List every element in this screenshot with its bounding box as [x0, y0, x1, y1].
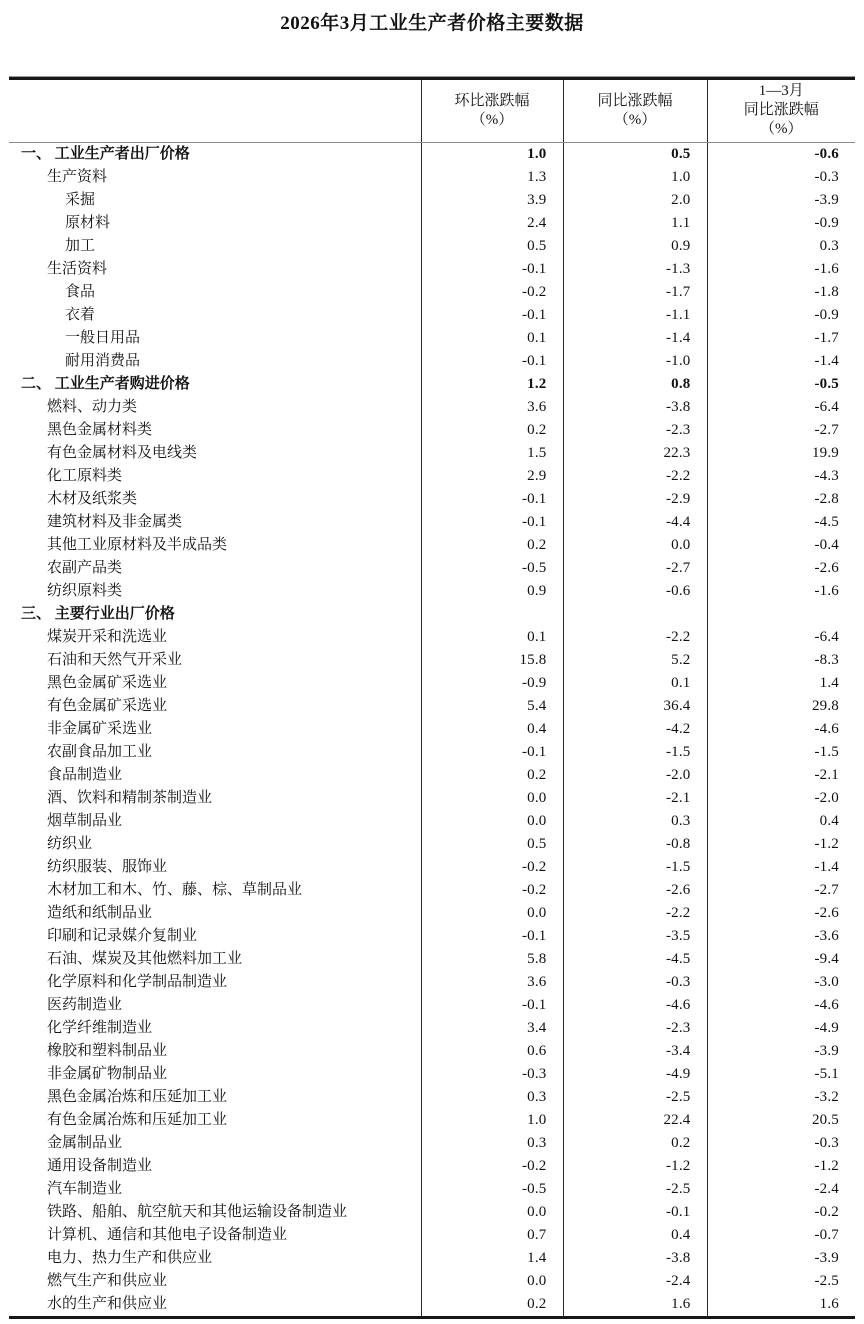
ytd-yoy-value: -2.5 — [707, 1270, 855, 1293]
table-row — [9, 511, 855, 534]
row-label: 黑色金属冶炼和压延加工业 — [47, 1088, 228, 1105]
yoy-value: -1.1 — [563, 304, 707, 327]
mom-value — [421, 603, 563, 626]
row-label: 纺织业 — [47, 835, 93, 852]
row-label: 金属制品业 — [47, 1134, 123, 1151]
row-label: 耐用消费品 — [65, 352, 141, 369]
table-row — [9, 396, 855, 419]
ytd-yoy-value: -3.6 — [707, 925, 855, 948]
ytd-yoy-value: -0.4 — [707, 534, 855, 557]
mom-value: 2.9 — [421, 465, 563, 488]
yoy-value: -0.8 — [563, 833, 707, 856]
ytd-yoy-value: -2.6 — [707, 557, 855, 580]
yoy-value: -1.2 — [563, 1155, 707, 1178]
mom-value: -0.2 — [421, 856, 563, 879]
mom-value: 0.2 — [421, 419, 563, 442]
ytd-yoy-value: 1.6 — [707, 1293, 855, 1318]
ytd-yoy-value: -3.2 — [707, 1086, 855, 1109]
row-label: 木材加工和木、竹、藤、棕、草制品业 — [47, 881, 303, 898]
table-row — [9, 718, 855, 741]
ytd-yoy-value: -3.9 — [707, 1040, 855, 1063]
mom-value: -0.3 — [421, 1063, 563, 1086]
col-header-yoy-line2: （%） — [613, 111, 657, 128]
price-table — [9, 80, 855, 1319]
yoy-value: -2.6 — [563, 879, 707, 902]
row-label: 一、 工业生产者出厂价格 — [21, 145, 190, 162]
yoy-value: 0.9 — [563, 235, 707, 258]
table-row — [9, 235, 855, 258]
table-row — [9, 1178, 855, 1201]
yoy-value: -1.0 — [563, 350, 707, 373]
col-header-mom — [421, 80, 563, 142]
row-label: 其他工业原材料及半成品类 — [47, 536, 228, 553]
yoy-value: 2.0 — [563, 189, 707, 212]
yoy-value — [563, 603, 707, 626]
mom-value: -0.1 — [421, 258, 563, 281]
table-row — [9, 856, 855, 879]
ytd-yoy-value: -2.1 — [707, 764, 855, 787]
yoy-value: -3.8 — [563, 1247, 707, 1270]
ytd-yoy-value: -0.9 — [707, 212, 855, 235]
ytd-yoy-value: 0.4 — [707, 810, 855, 833]
yoy-value: -2.2 — [563, 626, 707, 649]
mom-value: 0.0 — [421, 810, 563, 833]
ytd-yoy-value: -3.0 — [707, 971, 855, 994]
row-label: 化工原料类 — [47, 467, 123, 484]
table-row — [9, 1086, 855, 1109]
ytd-yoy-value — [707, 603, 855, 626]
yoy-value: 0.0 — [563, 534, 707, 557]
row-label: 纺织服装、服饰业 — [47, 858, 168, 875]
table-row — [9, 1270, 855, 1293]
table-row — [9, 1155, 855, 1178]
ytd-yoy-value: -1.6 — [707, 258, 855, 281]
row-label: 汽车制造业 — [47, 1180, 123, 1197]
price-table-container — [9, 76, 855, 1319]
mom-value: 0.6 — [421, 1040, 563, 1063]
row-label: 非金属矿采选业 — [47, 720, 153, 737]
mom-value: 3.6 — [421, 396, 563, 419]
yoy-value: 22.3 — [563, 442, 707, 465]
ytd-yoy-value: -2.0 — [707, 787, 855, 810]
row-label: 有色金属材料及电线类 — [47, 444, 198, 461]
ytd-yoy-value: 20.5 — [707, 1109, 855, 1132]
ytd-yoy-value: -1.8 — [707, 281, 855, 304]
row-label: 非金属矿物制品业 — [47, 1065, 168, 1082]
mom-value: 0.3 — [421, 1086, 563, 1109]
mom-value: -0.9 — [421, 672, 563, 695]
col-header-yoy — [563, 80, 707, 142]
yoy-value: -4.4 — [563, 511, 707, 534]
table-row — [9, 189, 855, 212]
table-row — [9, 304, 855, 327]
ytd-yoy-value: -0.7 — [707, 1224, 855, 1247]
row-label: 有色金属冶炼和压延加工业 — [47, 1111, 228, 1128]
yoy-value: -1.7 — [563, 281, 707, 304]
mom-value: -0.1 — [421, 304, 563, 327]
ytd-yoy-value: -0.2 — [707, 1201, 855, 1224]
yoy-value: 1.6 — [563, 1293, 707, 1318]
mom-value: -0.2 — [421, 879, 563, 902]
mom-value: 0.0 — [421, 1270, 563, 1293]
mom-value: 0.4 — [421, 718, 563, 741]
col-header-yoy-line1: 同比涨跌幅 — [597, 92, 673, 109]
page-title: 2026年3月工业生产者价格主要数据 — [280, 13, 584, 34]
table-row — [9, 925, 855, 948]
table-row — [9, 1017, 855, 1040]
yoy-value: 0.4 — [563, 1224, 707, 1247]
mom-value: -0.5 — [421, 1178, 563, 1201]
ytd-yoy-value: -2.7 — [707, 419, 855, 442]
table-row — [9, 281, 855, 304]
ytd-yoy-value: -0.9 — [707, 304, 855, 327]
col-header-ytd-yoy-line1: 1—3月 — [758, 83, 804, 100]
yoy-value: 0.8 — [563, 373, 707, 396]
mom-value: -0.1 — [421, 488, 563, 511]
yoy-value: -1.5 — [563, 741, 707, 764]
ytd-yoy-value: -3.9 — [707, 189, 855, 212]
ytd-yoy-value: -6.4 — [707, 396, 855, 419]
yoy-value: 5.2 — [563, 649, 707, 672]
mom-value: 0.2 — [421, 1293, 563, 1318]
ytd-yoy-value: -8.3 — [707, 649, 855, 672]
table-row — [9, 1224, 855, 1247]
table-row — [9, 649, 855, 672]
ytd-yoy-value: 29.8 — [707, 695, 855, 718]
mom-value: -0.1 — [421, 741, 563, 764]
ytd-yoy-value: -4.9 — [707, 1017, 855, 1040]
yoy-value: -2.5 — [563, 1086, 707, 1109]
row-label: 石油、煤炭及其他燃料加工业 — [47, 950, 243, 967]
row-label: 电力、热力生产和供应业 — [47, 1249, 213, 1266]
table-row — [9, 971, 855, 994]
yoy-value: 22.4 — [563, 1109, 707, 1132]
row-label: 烟草制品业 — [47, 812, 123, 829]
mom-value: 0.0 — [421, 1201, 563, 1224]
yoy-value: -3.4 — [563, 1040, 707, 1063]
mom-value: 1.2 — [421, 373, 563, 396]
label-column-header — [9, 80, 421, 142]
row-label: 二、 工业生产者购进价格 — [21, 375, 190, 392]
table-body — [9, 142, 855, 1317]
row-label: 煤炭开采和洗选业 — [47, 628, 168, 645]
table-row — [9, 764, 855, 787]
row-label: 黑色金属矿采选业 — [47, 674, 168, 691]
yoy-value: -4.9 — [563, 1063, 707, 1086]
header-row — [9, 80, 855, 142]
ytd-yoy-value: 19.9 — [707, 442, 855, 465]
row-label: 通用设备制造业 — [47, 1157, 153, 1174]
mom-value: -0.1 — [421, 925, 563, 948]
table-row — [9, 212, 855, 235]
yoy-value: -2.1 — [563, 787, 707, 810]
mom-value: 0.2 — [421, 534, 563, 557]
ytd-yoy-value: 1.4 — [707, 672, 855, 695]
yoy-value: -4.6 — [563, 994, 707, 1017]
ytd-yoy-value: -2.4 — [707, 1178, 855, 1201]
table-row — [9, 833, 855, 856]
yoy-value: 0.5 — [563, 142, 707, 166]
table-row — [9, 1293, 855, 1318]
table-row — [9, 810, 855, 833]
row-label: 木材及纸浆类 — [47, 490, 138, 507]
row-label: 化学原料和化学制品制造业 — [47, 973, 228, 990]
table-header — [9, 80, 855, 142]
mom-value: 2.4 — [421, 212, 563, 235]
table-row — [9, 442, 855, 465]
row-label: 纺织原料类 — [47, 582, 123, 599]
ytd-yoy-value: 0.3 — [707, 235, 855, 258]
ytd-yoy-value: -0.3 — [707, 1132, 855, 1155]
ytd-yoy-value: -4.5 — [707, 511, 855, 534]
ytd-yoy-value: -1.6 — [707, 580, 855, 603]
table-row — [9, 603, 855, 626]
table-row — [9, 948, 855, 971]
row-label: 燃料、动力类 — [47, 398, 138, 415]
mom-value: -0.1 — [421, 994, 563, 1017]
row-label: 水的生产和供应业 — [47, 1295, 168, 1312]
row-label: 化学纤维制造业 — [47, 1019, 153, 1036]
ytd-yoy-value: -4.6 — [707, 994, 855, 1017]
ytd-yoy-value: -3.9 — [707, 1247, 855, 1270]
mom-value: 1.4 — [421, 1247, 563, 1270]
ytd-yoy-value: -1.5 — [707, 741, 855, 764]
ytd-yoy-value: -6.4 — [707, 626, 855, 649]
mom-value: 0.5 — [421, 235, 563, 258]
yoy-value: -4.2 — [563, 718, 707, 741]
ytd-yoy-value: -2.6 — [707, 902, 855, 925]
ytd-yoy-value: -0.5 — [707, 373, 855, 396]
ytd-yoy-value: -1.4 — [707, 856, 855, 879]
mom-value: 0.1 — [421, 327, 563, 350]
row-label: 农副产品类 — [47, 559, 123, 576]
table-row — [9, 879, 855, 902]
yoy-value: -2.7 — [563, 557, 707, 580]
col-header-ytd-yoy-line3: （%） — [760, 121, 803, 138]
yoy-value: 0.2 — [563, 1132, 707, 1155]
row-label: 印刷和记录媒介复制业 — [47, 927, 198, 944]
col-header-ytd-yoy-line2: 同比涨跌幅 — [743, 102, 819, 119]
table-row — [9, 142, 855, 166]
mom-value: -0.2 — [421, 281, 563, 304]
yoy-value: -2.3 — [563, 1017, 707, 1040]
col-header-ytd-yoy — [707, 80, 855, 142]
yoy-value: -2.9 — [563, 488, 707, 511]
table-row — [9, 1201, 855, 1224]
mom-value: 0.0 — [421, 902, 563, 925]
ytd-yoy-value: -9.4 — [707, 948, 855, 971]
yoy-value: 0.3 — [563, 810, 707, 833]
col-header-mom-line1: 环比涨跌幅 — [454, 92, 530, 109]
mom-value: 1.5 — [421, 442, 563, 465]
yoy-value: 1.1 — [563, 212, 707, 235]
table-row — [9, 1063, 855, 1086]
mom-value: -0.1 — [421, 511, 563, 534]
table-row — [9, 534, 855, 557]
table-row — [9, 902, 855, 925]
row-label: 食品制造业 — [47, 766, 123, 783]
yoy-value: -1.3 — [563, 258, 707, 281]
table-row — [9, 695, 855, 718]
yoy-value: 1.0 — [563, 166, 707, 189]
table-row — [9, 1247, 855, 1270]
table-row — [9, 373, 855, 396]
yoy-value: -2.5 — [563, 1178, 707, 1201]
mom-value: 3.4 — [421, 1017, 563, 1040]
yoy-value: -2.4 — [563, 1270, 707, 1293]
mom-value: 0.5 — [421, 833, 563, 856]
mom-value: 0.0 — [421, 787, 563, 810]
table-row — [9, 1132, 855, 1155]
yoy-value: -4.5 — [563, 948, 707, 971]
yoy-value: -2.0 — [563, 764, 707, 787]
table-row — [9, 557, 855, 580]
ytd-yoy-value: -2.7 — [707, 879, 855, 902]
table-row — [9, 488, 855, 511]
yoy-value: -0.1 — [563, 1201, 707, 1224]
mom-value: 0.3 — [421, 1132, 563, 1155]
row-label: 燃气生产和供应业 — [47, 1272, 168, 1289]
yoy-value: -2.2 — [563, 902, 707, 925]
mom-value: 0.2 — [421, 764, 563, 787]
row-label: 计算机、通信和其他电子设备制造业 — [47, 1226, 288, 1243]
yoy-value: -3.5 — [563, 925, 707, 948]
row-label: 生活资料 — [47, 260, 108, 277]
row-label: 有色金属矿采选业 — [47, 697, 168, 714]
row-label: 铁路、船舶、航空航天和其他运输设备制造业 — [47, 1203, 348, 1220]
row-label: 橡胶和塑料制品业 — [47, 1042, 168, 1059]
row-label: 衣着 — [65, 306, 96, 323]
row-label: 建筑材料及非金属类 — [47, 513, 183, 530]
yoy-value: 36.4 — [563, 695, 707, 718]
mom-value: 0.7 — [421, 1224, 563, 1247]
row-label: 造纸和纸制品业 — [47, 904, 153, 921]
row-label: 生产资料 — [47, 168, 108, 185]
ytd-yoy-value: -4.3 — [707, 465, 855, 488]
ytd-yoy-value: -2.8 — [707, 488, 855, 511]
mom-value: 3.9 — [421, 189, 563, 212]
ytd-yoy-value: -1.4 — [707, 350, 855, 373]
mom-value: 3.6 — [421, 971, 563, 994]
yoy-value: -0.6 — [563, 580, 707, 603]
mom-value: 5.8 — [421, 948, 563, 971]
table-row — [9, 626, 855, 649]
ytd-yoy-value: -1.2 — [707, 1155, 855, 1178]
row-label: 医药制造业 — [47, 996, 123, 1013]
yoy-value: -2.2 — [563, 465, 707, 488]
row-label: 三、 主要行业出厂价格 — [21, 605, 175, 622]
mom-value: 15.8 — [421, 649, 563, 672]
table-row — [9, 258, 855, 281]
mom-value: -0.2 — [421, 1155, 563, 1178]
mom-value: 5.4 — [421, 695, 563, 718]
mom-value: 1.0 — [421, 142, 563, 166]
table-row — [9, 994, 855, 1017]
row-label: 酒、饮料和精制茶制造业 — [47, 789, 213, 806]
yoy-value: 0.1 — [563, 672, 707, 695]
ytd-yoy-value: -0.3 — [707, 166, 855, 189]
yoy-value: -1.5 — [563, 856, 707, 879]
row-label: 黑色金属材料类 — [47, 421, 153, 438]
ytd-yoy-value: -0.6 — [707, 142, 855, 166]
table-row — [9, 465, 855, 488]
table-row — [9, 741, 855, 764]
row-label: 食品 — [65, 283, 96, 300]
mom-value: 1.0 — [421, 1109, 563, 1132]
row-label: 石油和天然气开采业 — [47, 651, 183, 668]
ytd-yoy-value: -4.6 — [707, 718, 855, 741]
mom-value: -0.5 — [421, 557, 563, 580]
yoy-value: -2.3 — [563, 419, 707, 442]
table-row — [9, 1109, 855, 1132]
yoy-value: -3.8 — [563, 396, 707, 419]
table-row — [9, 1040, 855, 1063]
mom-value: 1.3 — [421, 166, 563, 189]
col-header-mom-line2: （%） — [470, 111, 514, 128]
mom-value: -0.1 — [421, 350, 563, 373]
yoy-value: -1.4 — [563, 327, 707, 350]
ytd-yoy-value: -1.7 — [707, 327, 855, 350]
table-row — [9, 787, 855, 810]
row-label: 原材料 — [65, 214, 111, 231]
table-row — [9, 350, 855, 373]
table-row — [9, 672, 855, 695]
ytd-yoy-value: -5.1 — [707, 1063, 855, 1086]
ytd-yoy-value: -1.2 — [707, 833, 855, 856]
row-label: 一般日用品 — [65, 329, 141, 346]
row-label: 采掘 — [65, 191, 96, 208]
row-label: 农副食品加工业 — [47, 743, 153, 760]
mom-value: 0.9 — [421, 580, 563, 603]
mom-value: 0.1 — [421, 626, 563, 649]
table-row — [9, 327, 855, 350]
table-row — [9, 580, 855, 603]
table-row — [9, 419, 855, 442]
table-row — [9, 166, 855, 189]
yoy-value: -0.3 — [563, 971, 707, 994]
row-label: 加工 — [65, 237, 96, 254]
